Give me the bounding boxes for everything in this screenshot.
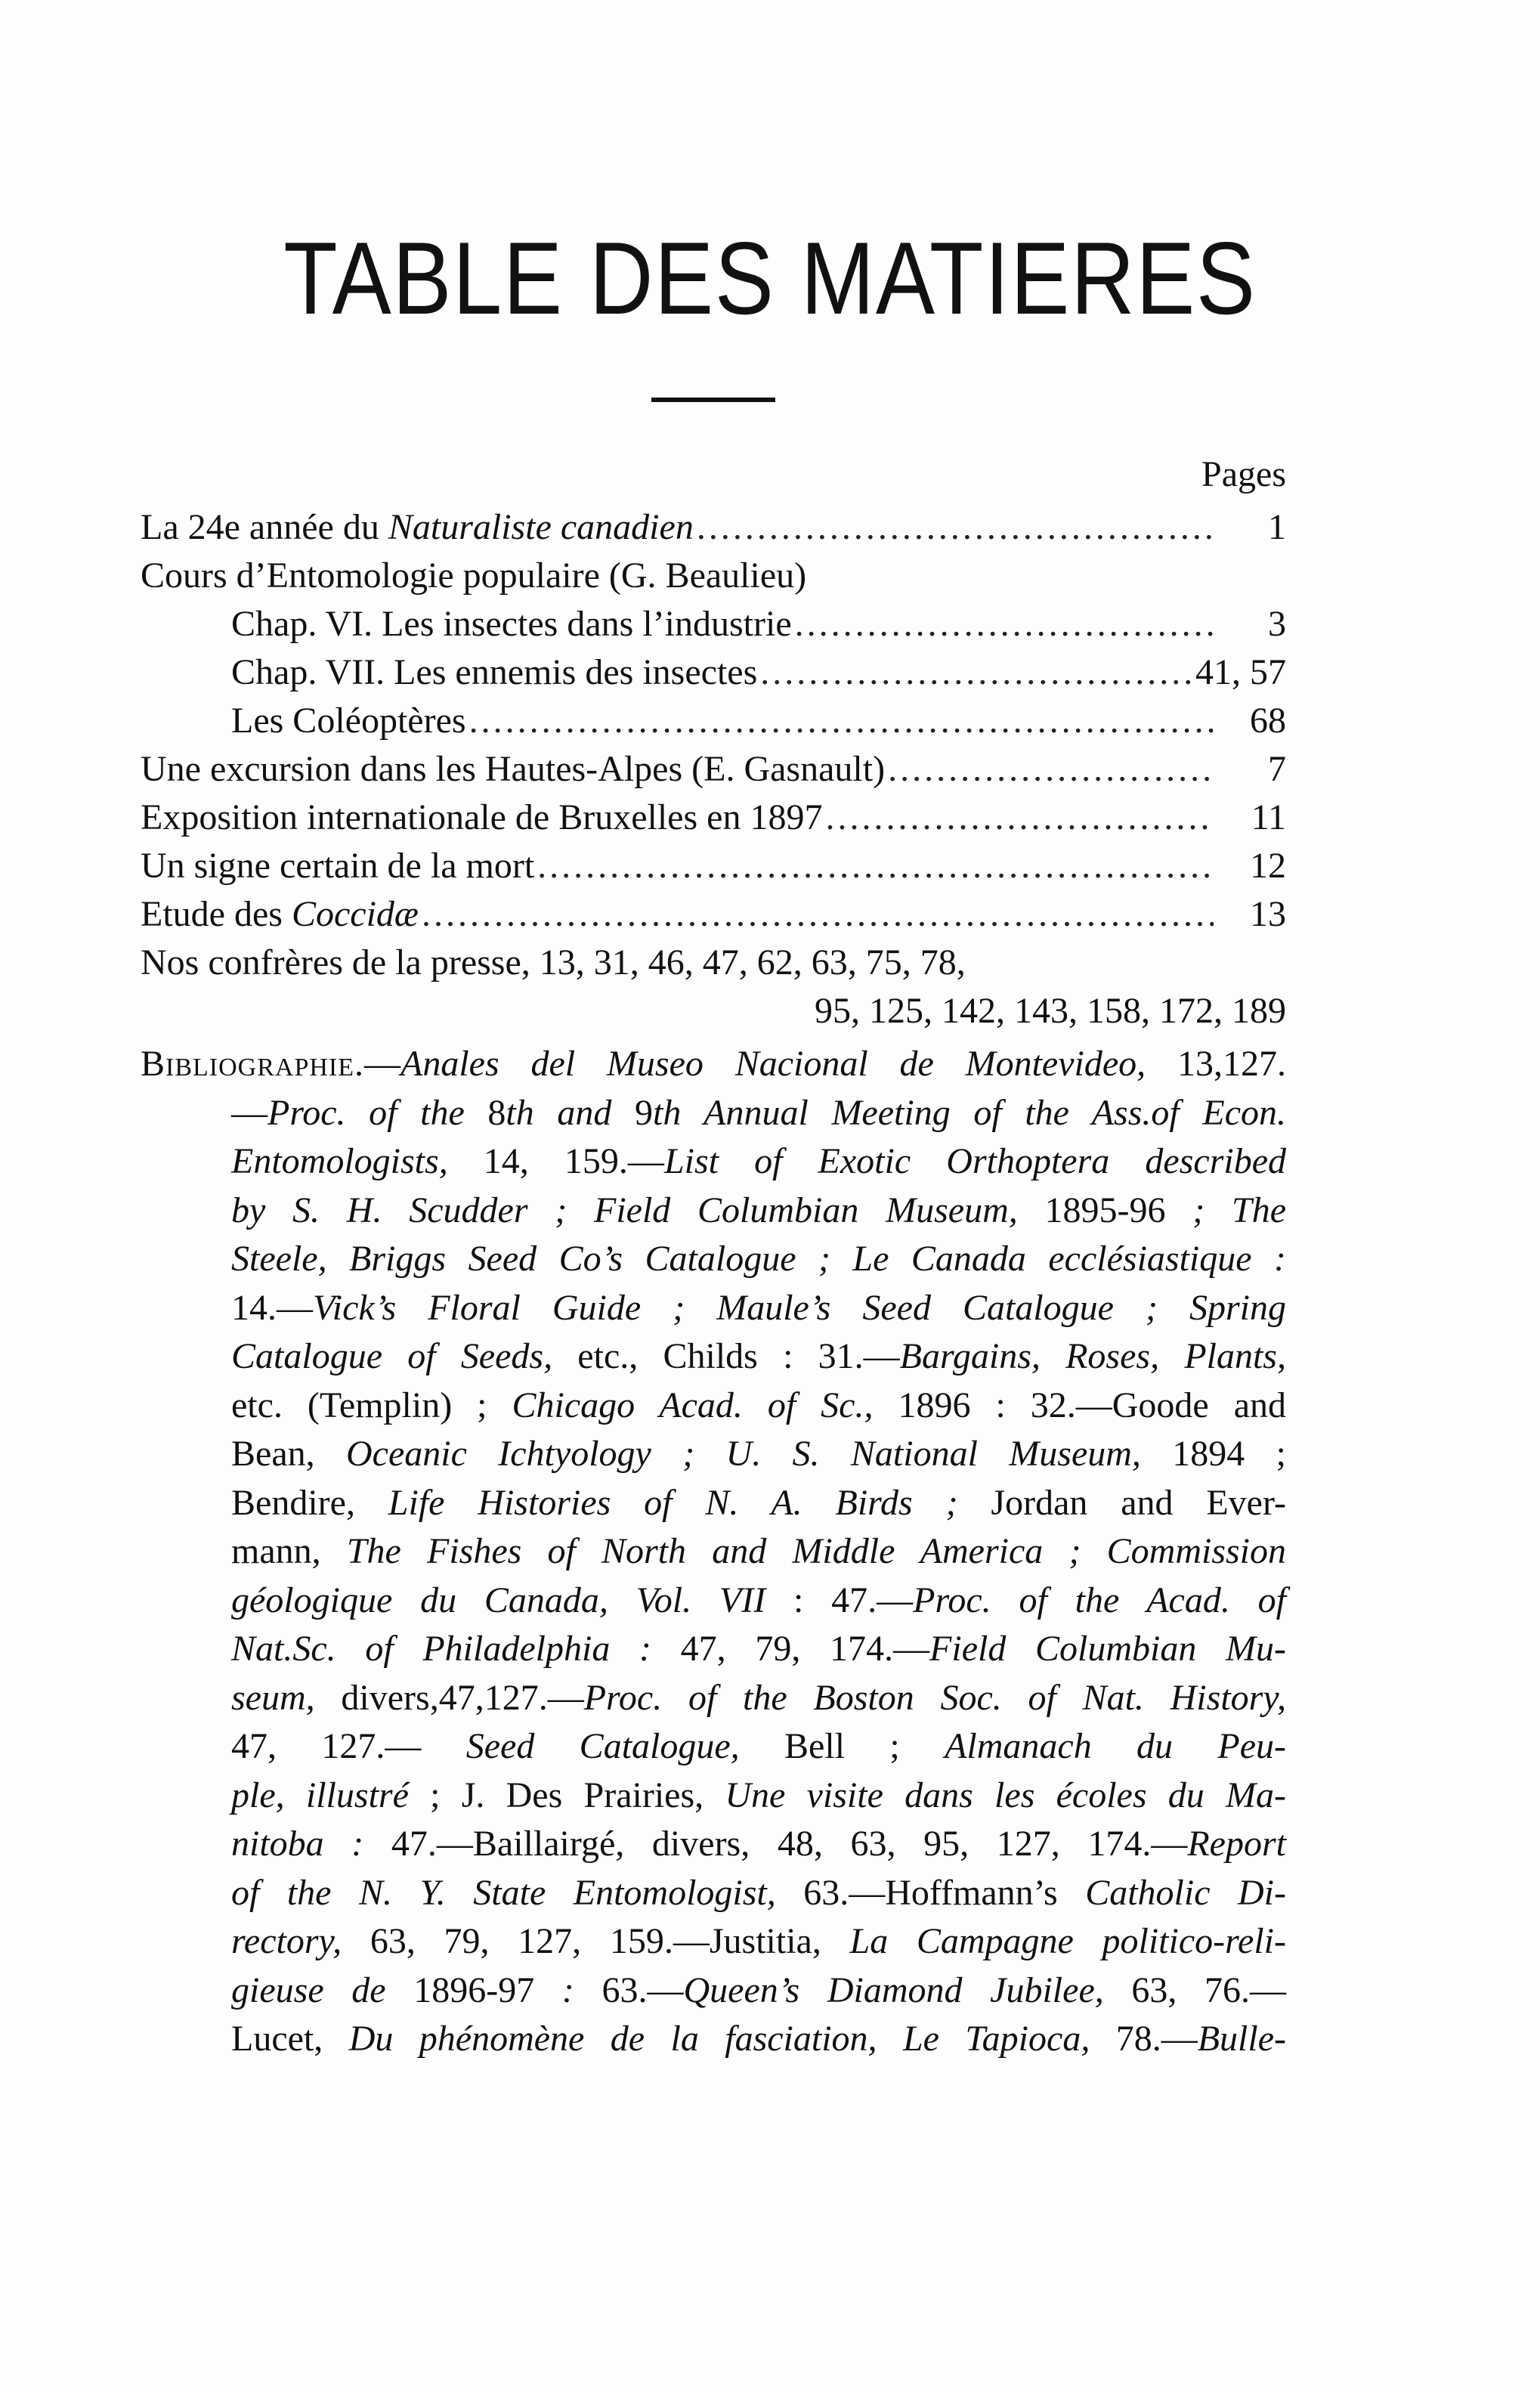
- bibliographie-text: Bargains, Roses, Plants,: [899, 1336, 1286, 1376]
- bibliographie-text: Proc. of the Acad. of: [913, 1580, 1287, 1620]
- toc-entry-label-text: Une excursion dans les Hautes-Alpes (E. Gasnault): [141, 749, 886, 789]
- toc-entry: [141, 745, 1286, 794]
- toc-entry-label: [141, 745, 885, 793]
- dot-leader: [537, 842, 1214, 890]
- bibliographie-line: [141, 1820, 1286, 1869]
- bibliographie-line: [141, 1382, 1286, 1431]
- dot-leader: [760, 648, 1191, 696]
- toc-entry-label-text: Exposition internationale de Bruxelles en 1897: [141, 797, 823, 837]
- pages-column-header: Pages: [1201, 454, 1286, 494]
- bibliographie-text: 9: [611, 1092, 654, 1133]
- bibliographie-text: Steele, Briggs Seed Co’s Catalogue ; Le Canada ecclésiastique :: [231, 1239, 1286, 1279]
- dot-leader: [697, 503, 1214, 551]
- bibliographie-text: Oceanic Ichtyology ; U. S. National Museum,: [345, 1434, 1141, 1474]
- toc-entry-label: [141, 503, 694, 551]
- toc-entry-label: [141, 794, 822, 841]
- toc-entry-page: 68: [1250, 701, 1286, 741]
- bibliographie-text: 78.—: [1090, 2019, 1198, 2059]
- toc-entry-confreres-continuation: 95, 125, 142, 143, 158, 172, 189: [815, 991, 1286, 1031]
- bibliographie-text: Life Histories of N. A. Birds ;: [388, 1482, 958, 1523]
- bibliographie-line: [141, 1625, 1286, 1674]
- bibliographie-text: Proc. of the: [267, 1092, 465, 1133]
- bibliographie-text: Bendire,: [231, 1482, 388, 1523]
- toc-entry-label: [231, 697, 466, 744]
- toc-entry-label: [141, 842, 534, 890]
- bibliographie-text: 1896-97: [385, 1970, 562, 2010]
- bibliographie-text: —: [364, 1044, 400, 1084]
- bibliographie-text: divers,47,127.—: [314, 1677, 584, 1718]
- bibliographie-line: [141, 1577, 1286, 1626]
- toc-entry-page: 12: [1250, 846, 1286, 886]
- toc-entry-label: [141, 552, 806, 599]
- bibliographie-text: Vick’s Floral Guide ; Maule’s Seed Catalogue ; Spring: [313, 1287, 1286, 1328]
- bibliographie-text: Anales del Museo Nacional de Montevideo,: [400, 1044, 1146, 1084]
- bibliographie-line: [141, 1040, 1286, 1089]
- toc-entries: [141, 503, 1286, 939]
- bibliographie-line: [141, 1527, 1286, 1577]
- bibliographie-text: Chicago Acad. of Sc.,: [512, 1385, 874, 1425]
- toc-entry-page: 7: [1268, 749, 1286, 789]
- toc-entry: [141, 503, 1286, 552]
- bibliographie-text: th Annual Meeting of the Ass.of Econ.: [653, 1092, 1287, 1133]
- bibliographie-text: 13,127.: [1146, 1044, 1286, 1084]
- bibliographie-text: Field Columbian Mu-: [929, 1629, 1287, 1669]
- bibliographie-text: Une visite dans les écoles du Ma-: [725, 1775, 1286, 1815]
- bibliographie-text: ple, illustré: [231, 1775, 409, 1815]
- bibliographie-text: : 47.—: [765, 1580, 914, 1620]
- bibliographie-text: 14.—: [231, 1287, 313, 1328]
- bibliographie-text: Almanach du Peu-: [945, 1726, 1287, 1766]
- bibliographie-text: ; The: [1192, 1190, 1286, 1230]
- toc-entry-label-text: Un signe certain de la mort: [141, 846, 535, 886]
- toc-entry-label: [231, 648, 757, 696]
- bibliographie-line: [141, 1137, 1286, 1187]
- toc-entry-label: Nos confrères de la presse, 13, 31, 46, 47, 62, 63, 75, 78,: [141, 942, 966, 982]
- page-title: TABLE DES MATIERES: [283, 221, 1257, 336]
- toc-entry-label: [141, 890, 419, 938]
- bibliographie-text: 63.—Hoffmann’s: [775, 1872, 1086, 1913]
- bibliographie-line: [141, 1479, 1286, 1528]
- toc-entry-page: 13: [1250, 894, 1286, 934]
- bibliographie-text: Queen’s Diamond Jubilee,: [683, 1970, 1104, 2010]
- bibliographie-text: Report: [1187, 1824, 1286, 1864]
- bibliographie-text: 47, 127.—: [231, 1726, 466, 1766]
- toc-entry-label-text: Chap. VI. Les insectes dans l’industrie: [231, 604, 792, 644]
- bibliographie-text: th and: [506, 1092, 612, 1133]
- bibliographie-line: [141, 1722, 1286, 1772]
- toc-entry-page: 41, 57: [1195, 652, 1286, 692]
- toc-entry-label-italic: Coccidæ: [291, 894, 419, 934]
- bibliographie-line: [141, 1772, 1286, 1821]
- bibliographie-text: Bean,: [231, 1434, 346, 1474]
- bibliographie-text: Nat.Sc. of Philadelphia :: [231, 1629, 651, 1669]
- bibliographie-text: Proc. of the Boston Soc. of Nat. History,: [583, 1677, 1286, 1718]
- bibliographie-text: nitoba :: [231, 1824, 364, 1864]
- toc-entry-label-text: Chap. VII. Les ennemis des insectes: [231, 652, 758, 692]
- dot-leader: [469, 697, 1214, 744]
- bibliographie-heading: Bibliographie.: [141, 1044, 364, 1084]
- bibliographie-text: Catholic Di-: [1085, 1872, 1286, 1913]
- bibliographie-text: 14, 159.—: [447, 1141, 664, 1181]
- bibliographie-line: [141, 1967, 1286, 2016]
- bibliographie-text: etc., Childs : 31.—: [552, 1336, 900, 1376]
- bibliographie-text: gieuse de: [231, 1970, 386, 2010]
- bibliographie-line: [141, 1284, 1286, 1333]
- toc-entry-label-italic: Naturaliste canadien: [388, 507, 694, 547]
- bibliographie-text: Bell ;: [739, 1726, 945, 1766]
- bibliographie-text: List of Exotic Orthoptera described: [663, 1141, 1287, 1181]
- bibliographie-text: seum,: [231, 1677, 315, 1718]
- bibliographie-text: of the N. Y. State Entomologist,: [231, 1872, 776, 1913]
- bibliographie-text: Lucet,: [231, 2019, 349, 2059]
- toc-entry: [141, 600, 1286, 648]
- bibliographie-text: 63, 76.—: [1103, 1970, 1287, 2010]
- toc-entry: [141, 890, 1286, 939]
- bibliographie-line: [141, 1235, 1286, 1284]
- toc-entry: [141, 842, 1286, 890]
- toc-entry: [141, 697, 1286, 745]
- bibliographie-text: 47.—Baillairgé, divers, 48, 63, 95, 127, 174.—: [363, 1824, 1188, 1864]
- bibliographie-text: Jordan and Ever-: [957, 1482, 1286, 1523]
- toc-entry-label-text: Etude des: [141, 894, 292, 934]
- bibliographie-line: [141, 1869, 1286, 1918]
- bibliographie-text: Entomologists,: [231, 1141, 448, 1181]
- toc-entry-label-text: Cours d’Entomologie populaire (G. Beaulieu): [141, 555, 807, 596]
- bibliographie-text: Seed Catalogue,: [465, 1726, 740, 1766]
- bibliographie-line: [141, 1089, 1286, 1138]
- toc-entry-page: 3: [1268, 604, 1286, 644]
- toc-entry-page: 11: [1251, 797, 1286, 837]
- toc-entry: [141, 794, 1286, 842]
- toc-entry-label: [231, 600, 792, 648]
- bibliographie-line: [141, 1917, 1286, 1967]
- bibliographie-text: mann,: [231, 1531, 347, 1571]
- bibliographie-text: —: [231, 1092, 267, 1133]
- bibliographie-line: [141, 2015, 1286, 2064]
- bibliographie-text: Du phénomène de la fasciation, Le Tapioca,: [348, 2019, 1090, 2059]
- table-of-contents: [141, 450, 1286, 2064]
- bibliographie-text: Catalogue of Seeds,: [231, 1336, 553, 1376]
- bibliographie-text: 8: [464, 1092, 506, 1133]
- bibliographie-text: 1896 : 32.—Goode and: [873, 1385, 1287, 1425]
- dot-leader: [795, 600, 1214, 648]
- toc-entry: [141, 648, 1286, 697]
- title-divider: [651, 398, 775, 402]
- bibliographie-section: [141, 1040, 1286, 2064]
- toc-entry-confreres: [141, 939, 1286, 987]
- bibliographie-text: :: [561, 1970, 574, 2010]
- dot-leader: [422, 890, 1214, 938]
- bibliographie-line: [141, 1430, 1286, 1479]
- bibliographie-line: [141, 1187, 1286, 1236]
- bibliographie-text: ; J. Des Prairies,: [408, 1775, 725, 1815]
- bibliographie-line: [141, 1332, 1286, 1382]
- bibliographie-text: 63, 79, 127, 159.—Justitia,: [342, 1921, 850, 1961]
- bibliographie-text: etc. (Templin) ;: [231, 1385, 512, 1425]
- toc-entry-page: 1: [1268, 507, 1286, 547]
- toc-entry-label-text: La 24e année du: [141, 507, 388, 547]
- bibliographie-text: rectory,: [231, 1921, 342, 1961]
- bibliographie-text: by S. H. Scudder ; Field Columbian Museum,: [231, 1190, 1018, 1230]
- bibliographie-text: Bulle-: [1197, 2019, 1287, 2059]
- bibliographie-text: 63.—: [574, 1970, 684, 2010]
- dot-leader: [825, 794, 1214, 841]
- bibliographie-text: The Fishes of North and Middle America ; Commission: [346, 1531, 1287, 1571]
- bibliographie-text: La Campagne politico-reli-: [849, 1921, 1286, 1961]
- dot-leader: [888, 745, 1214, 793]
- bibliographie-text: 47, 79, 174.—: [651, 1629, 930, 1669]
- toc-entry: [141, 552, 1286, 600]
- bibliographie-text: 1895-96: [1017, 1190, 1193, 1230]
- toc-entry-label-text: Les Coléoptères: [231, 701, 466, 741]
- bibliographie-line: [141, 1674, 1286, 1723]
- bibliographie-text: géologique du Canada, Vol. VII: [231, 1580, 766, 1620]
- bibliographie-text: 1894 ;: [1140, 1434, 1286, 1474]
